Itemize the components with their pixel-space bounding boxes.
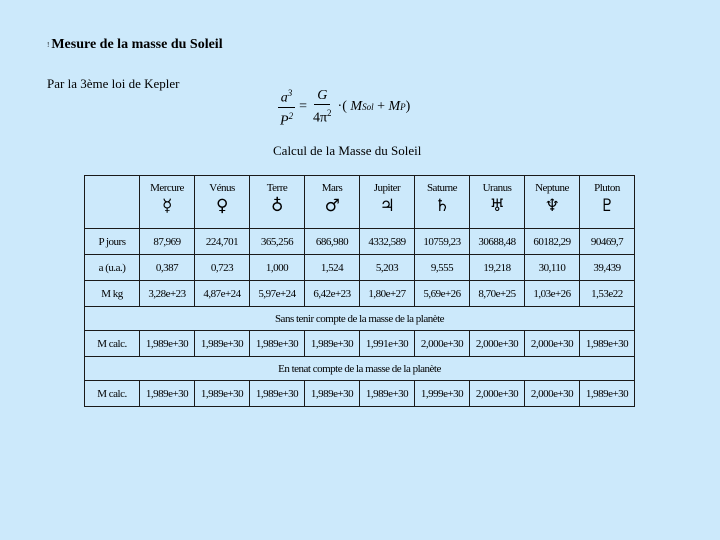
table-cell: 30,110 [525, 255, 580, 281]
table-cell: 2,000e+30 [470, 381, 525, 407]
table-cell: 1,03e+26 [525, 281, 580, 307]
row-label: P jours [85, 229, 140, 255]
planet-header-jupiter: Jupiter ♃ [360, 176, 415, 229]
table-cell: 6,42e+23 [305, 281, 360, 307]
table-cell: 1,999e+30 [415, 381, 470, 407]
table-cell: 0,723 [195, 255, 250, 281]
row-label: a (u.a.) [85, 255, 140, 281]
bullet-marker: ! [47, 40, 50, 49]
table-cell: 1,989e+30 [250, 381, 305, 407]
table-cell: 1,989e+30 [305, 331, 360, 357]
table-cell: 60182,29 [525, 229, 580, 255]
saturn-symbol-icon: ♄ [434, 196, 450, 216]
section-row-without-planet-mass [85, 307, 635, 331]
table-cell: 1,989e+30 [580, 331, 635, 357]
table-cell: 365,256 [250, 229, 305, 255]
table-cell: 8,70e+25 [470, 281, 525, 307]
table-row-calc2 [85, 381, 635, 407]
table-cell: 0,387 [140, 255, 195, 281]
table-cell: 9,555 [415, 255, 470, 281]
section-row-with-planet-mass [85, 357, 635, 381]
slide-title-text: Mesure de la masse du Soleil [51, 37, 223, 52]
table-cell: 2,000e+30 [470, 331, 525, 357]
earth-symbol-icon: ♁ [271, 196, 283, 216]
table-cell: 2,000e+30 [415, 331, 470, 357]
planet-header-saturne: Saturne ♄ [415, 176, 470, 229]
planet-header-mercure: Mercure ☿ [140, 176, 195, 229]
table-cell: 1,989e+30 [140, 381, 195, 407]
table-cell: 90469,7 [580, 229, 635, 255]
planet-header-neptune: Neptune ♆ [525, 176, 580, 229]
table-row-axis [85, 255, 635, 281]
table-row-period [85, 229, 635, 255]
table-cell: 1,80e+27 [360, 281, 415, 307]
table-cell: 30688,48 [470, 229, 525, 255]
planet-header-uranus: Uranus ♅ [470, 176, 525, 229]
table-cell: 4,87e+24 [195, 281, 250, 307]
pluto-symbol-icon: ♇ [599, 196, 615, 216]
table-cell: 5,69e+26 [415, 281, 470, 307]
mars-symbol-icon: ♂ [324, 196, 340, 216]
corner-cell [85, 176, 140, 229]
kepler-formula: $\frac{a^3}{P^2}$ = $\frac{G}{4\pi^2}$ · ( M Sol + M P ) [274, 85, 410, 129]
table-row-mass [85, 281, 635, 307]
planet-header-venus: Vénus ♀ [195, 176, 250, 229]
table-cell: 224,701 [195, 229, 250, 255]
table-cell: 1,989e+30 [195, 381, 250, 407]
table-cell: 1,989e+30 [250, 331, 305, 357]
venus-symbol-icon: ♀ [216, 196, 228, 216]
row-label: M calc. [85, 381, 140, 407]
table-cell: 19,218 [470, 255, 525, 281]
planet-header-terre: Terre ♁ [250, 176, 305, 229]
table-cell: 3,28e+23 [140, 281, 195, 307]
section-heading: En tenat compte de la masse de la planète [85, 357, 635, 381]
mercury-symbol-icon: ☿ [162, 196, 172, 216]
planet-header-pluton: Pluton ♇ [580, 176, 635, 229]
table-cell: 5,203 [360, 255, 415, 281]
table-cell: 686,980 [305, 229, 360, 255]
row-label: M calc. [85, 331, 140, 357]
uranus-symbol-icon: ♅ [489, 196, 505, 216]
table-cell: 1,989e+30 [195, 331, 250, 357]
slide-subtitle: Par la 3ème loi de Kepler [47, 76, 180, 91]
table-cell: 1,989e+30 [360, 381, 415, 407]
table-cell: 10759,23 [415, 229, 470, 255]
rhs-fraction: $\frac{G}{4\pi^2}$ [312, 87, 332, 126]
neptune-symbol-icon: ♆ [544, 196, 560, 216]
table-header-row [85, 176, 635, 229]
table-cell: 4332,589 [360, 229, 415, 255]
slide-title [47, 37, 223, 53]
table-cell: 1,989e+30 [580, 381, 635, 407]
table-cell: 1,53e22 [580, 281, 635, 307]
jupiter-symbol-icon: ♃ [379, 196, 395, 216]
calc-label: Calcul de la Masse du Soleil [273, 143, 422, 158]
table-row-calc1 [85, 331, 635, 357]
table-cell: 1,989e+30 [305, 381, 360, 407]
table-cell: 2,000e+30 [525, 381, 580, 407]
planet-data-table [84, 175, 635, 407]
table-cell: 2,000e+30 [525, 331, 580, 357]
lhs-fraction: $\frac{a^3}{P^2}$ [277, 85, 296, 129]
table-cell: 1,989e+30 [140, 331, 195, 357]
table-cell: 87,969 [140, 229, 195, 255]
table-cell: 5,97e+24 [250, 281, 305, 307]
table-cell: 39,439 [580, 255, 635, 281]
section-heading: Sans tenir compte de la masse de la planète [85, 307, 635, 331]
table-cell: 1,000 [250, 255, 305, 281]
table-cell: 1,991e+30 [360, 331, 415, 357]
table-cell: 1,524 [305, 255, 360, 281]
planet-header-mars: Mars ♂ [305, 176, 360, 229]
row-label: M kg [85, 281, 140, 307]
